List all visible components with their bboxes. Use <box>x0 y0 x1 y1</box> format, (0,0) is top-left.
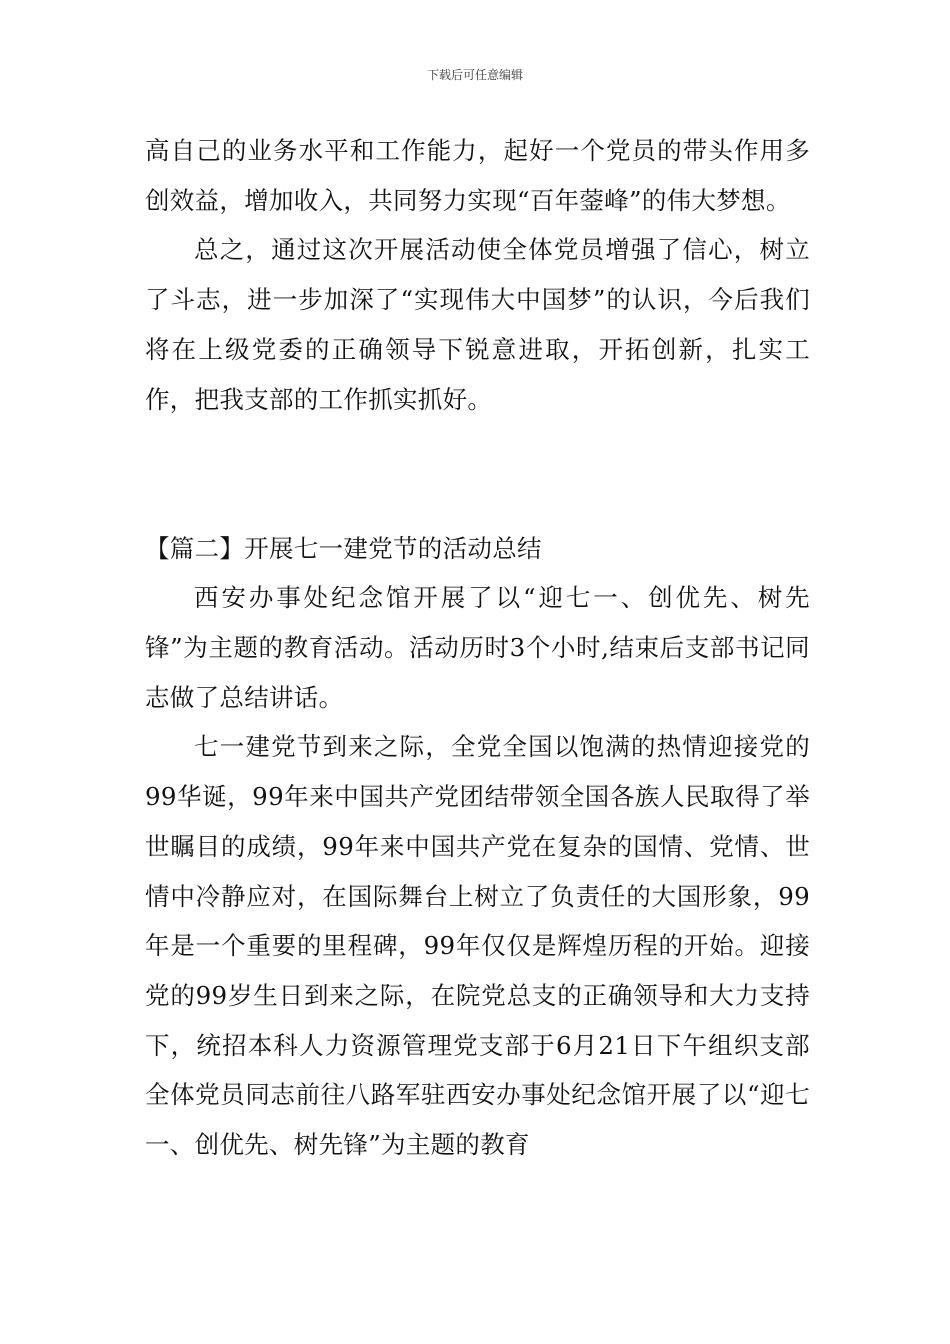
paragraph-conclusion: 总之，通过这次开展活动使全体党员增强了信心，树立了斗志，进一步加深了“实现伟大中国梦”的认识，今后我们将在上级党委的正确领导下锐意进取，开拓创新，扎实工作，把我支部的工作抓实抓好。 <box>145 235 810 414</box>
section-heading: 【篇二】开展七一建党节的活动总结 <box>145 533 542 563</box>
paragraph-body: 七一建党节到来之际，全党全国以饱满的热情迎接党的99华诞，99年来中国共产党团结带领全国各族人民取得了举世瞩目的成绩，99年来中国共产党在复杂的国情、党情、世情中冷静应对，在国际舞台上树立了负责任的大国形象，99年是一个重要的里程碑，99年仅仅是辉煌历程的开始。迎接党的99岁生日到来之际，在院党总支的正确领导和大力支持下，统招本科人力资源管理党支部于6月21日下午组织支部全体党员同志前往八路军驻西安办事处纪念馆开展了以“迎七一、创优先、树先锋”为主题的教育 <box>145 732 810 1160</box>
paragraph-intro: 西安办事处纪念馆开展了以“迎七一、创优先、树先锋”为主题的教育活动。活动历时3个小时,结束后支部书记同志做了总结讲话。 <box>145 583 810 712</box>
section-spacer <box>145 424 810 523</box>
document-body <box>145 126 810 1170</box>
paragraph-continuation: 高自己的业务水平和工作能力，起好一个党员的带头作用多创效益，增加收入，共同努力实现“百年蓥峰”的伟大梦想。 <box>145 136 810 215</box>
page-header-note: 下载后可任意编辑 <box>426 68 523 82</box>
